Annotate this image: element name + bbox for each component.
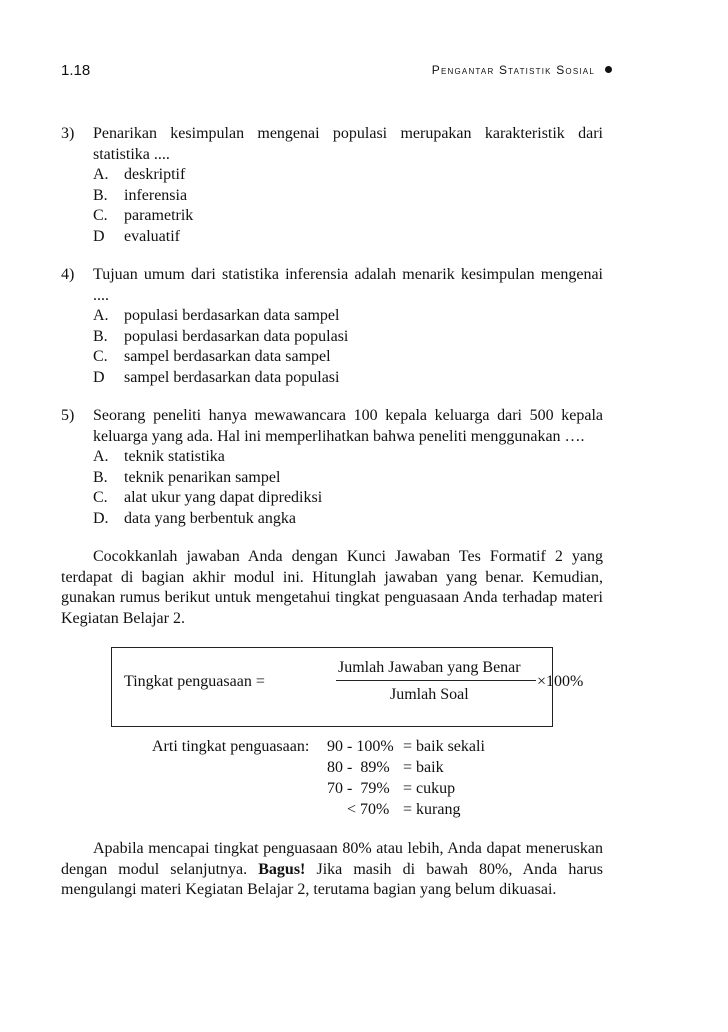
level-meaning: = baik (403, 759, 444, 776)
option-text: teknik statistika (124, 448, 225, 465)
formula-multiplier: ×100% (537, 673, 584, 690)
option-text: sampel berdasarkan data sampel (124, 348, 331, 365)
option-text: deskriptif (124, 166, 186, 183)
question-number: 4) (61, 266, 75, 283)
option-text: inferensia (124, 186, 188, 204)
option-text: populasi berdasarkan data populasi (124, 327, 349, 345)
closing-text-end: Jika masih di bawah 80%, Anda harus mengulangi materi Kegiatan Belajar 2, terutama bagian yang belum dikuasai. (61, 860, 603, 898)
option-letter: A. (93, 307, 109, 324)
running-title (432, 63, 612, 77)
option-b (93, 468, 603, 489)
option-text: sampel berdasarkan data populasi (124, 368, 340, 386)
option-d (93, 368, 603, 389)
page-content (61, 124, 603, 919)
option-letter: B. (93, 186, 108, 204)
option-c (93, 488, 603, 509)
level-range: 90 - 100% (327, 738, 394, 755)
option-letter: C. (93, 207, 108, 224)
question-4 (61, 265, 603, 388)
option-b (93, 186, 603, 207)
option-letter: D. (93, 509, 109, 527)
option-letter: C. (93, 489, 108, 506)
option-a (93, 165, 603, 186)
option-text: evaluatif (124, 227, 180, 245)
levels-label: Arti tingkat penguasaan: (152, 738, 310, 755)
question-text: Tujuan umum dari statistika inferensia adalah menarik kesimpulan mengenai .... (93, 266, 603, 304)
option-letter: B. (93, 327, 108, 345)
option-text: parametrik (124, 207, 194, 224)
running-title-text: Pengantar Statistik Sosial (431, 63, 595, 77)
question-3 (61, 124, 603, 247)
formula-denominator: Jumlah Soal (390, 686, 469, 703)
bullet-icon (605, 66, 612, 73)
option-text: data yang berbentuk angka (124, 509, 296, 527)
option-b (93, 327, 603, 348)
instruction-paragraph: Cocokkanlah jawaban Anda dengan Kunci Jawaban Tes Formatif 2 yang terdapat di bagian akhir modul ini. Hitunglah jawaban yang benar. Kemudian, gunakan rumus berikut untuk mengetahui tingkat penguasaan Anda terhadap materi Kegiatan Belajar 2. (61, 548, 603, 627)
closing-paragraph (61, 839, 603, 901)
question-5 (61, 406, 603, 529)
option-text: populasi berdasarkan data sampel (124, 307, 340, 324)
level-range: 80 - 89% (327, 759, 390, 776)
level-meaning: = kurang (403, 801, 461, 818)
option-letter: C. (93, 348, 108, 365)
mastery-levels (61, 737, 603, 821)
question-text: Penarikan kesimpulan mengenai populasi merupakan karakteristik dari statistika .... (93, 125, 603, 163)
closing-emphasis: Bagus! (258, 860, 306, 878)
level-meaning: = cukup (403, 780, 456, 797)
option-d (93, 509, 603, 530)
question-text: Seorang peneliti hanya mewawancara 100 kepala keluarga dari 500 kepala keluarga yang ada. Hal ini memperlihatkan bahwa peneliti menggunakan …. (93, 407, 603, 445)
question-number: 3) (61, 125, 75, 142)
option-c (93, 206, 603, 227)
option-letter: D (93, 368, 105, 386)
option-text: alat ukur yang dapat diprediksi (124, 489, 323, 506)
level-meaning: = baik sekali (403, 738, 485, 755)
level-range: 70 - 79% (327, 780, 390, 797)
closing-text-start: Apabila mencapai tingkat penguasaan 80% atau lebih, Anda dapat meneruskan dengan modul selanjutnya. (61, 840, 603, 878)
page-number: 1.18 (61, 62, 91, 79)
page-header (61, 62, 612, 82)
option-text: teknik penarikan sampel (124, 468, 281, 486)
option-letter: B. (93, 468, 108, 486)
formula-label: Tingkat penguasaan = (124, 673, 265, 690)
option-c (93, 347, 603, 368)
formula-numerator: Jumlah Jawaban yang Benar (338, 659, 521, 676)
option-a (93, 306, 603, 327)
option-d (93, 227, 603, 248)
option-letter: A. (93, 166, 109, 183)
fraction-bar (336, 680, 536, 681)
option-letter: A. (93, 448, 109, 465)
question-number: 5) (61, 407, 75, 424)
formula-box (111, 647, 584, 727)
option-a (93, 447, 603, 468)
option-letter: D (93, 227, 105, 245)
level-range: < 70% (347, 801, 390, 818)
